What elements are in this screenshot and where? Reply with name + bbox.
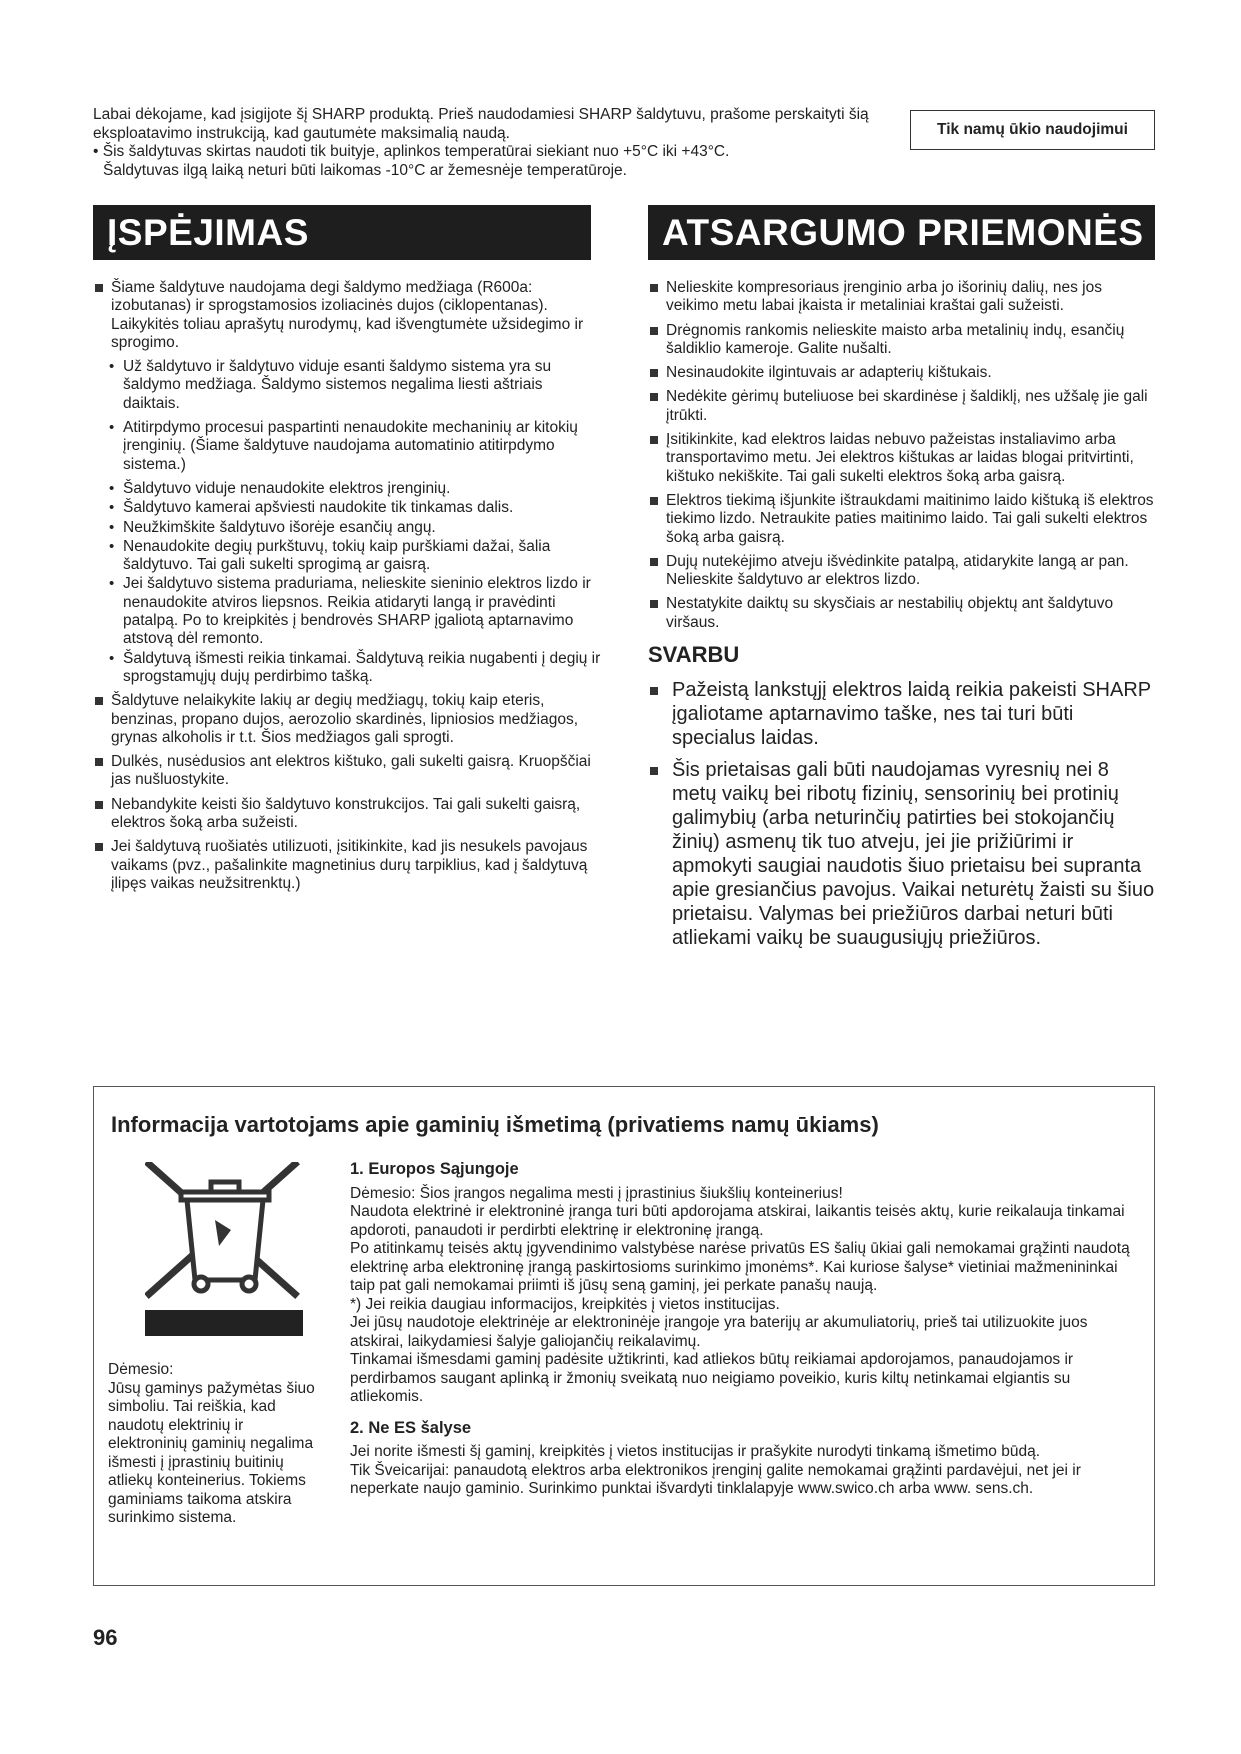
bullet-square-icon	[95, 758, 103, 766]
warning-item: • Atitirpdymo procesui paspartinti nenaudokite mechaninių ar kitokių įrenginių. (Šiame šaldytuve naudojama automatinio atitirpdymo sistema.)	[109, 419, 578, 473]
non-eu-paragraph: Jei norite išmesti šį gaminį, kreipkitės į vietos institucijas ir prašykite nurodyti tinkamą išmetimo būdą.	[350, 1443, 1040, 1460]
bullet-dot-icon: •	[109, 499, 115, 517]
page-number: 96	[93, 1625, 118, 1650]
bullet-square-icon	[650, 767, 658, 775]
bullet-square-icon	[650, 369, 658, 377]
non-eu-paragraph: Tik Šveicarijai: panaudotą elektros arba elektronikos įrenginį galite nemokamai grąžinti pardavėjui, net jei ir neperkate naujo gaminio. Surinkimo punktai išvardyti tinklalapyje www.swico.ch arba www. sens.ch.	[350, 1461, 1081, 1497]
warning-item: Dulkės, nusėdusios ant elektros kištuko, gali sukelti gaisrą. Kruopščiai jas nušluostykite.	[93, 753, 603, 790]
precaution-item: Nestatykite daiktų su skysčiais ar nestabilių objektų ant šaldytuvo viršaus.	[648, 595, 1155, 632]
precautions-heading: ATSARGUMO PRIEMONĖS	[648, 205, 1155, 260]
non-eu-section-title: 2. Ne ES šalyse	[350, 1418, 472, 1437]
bullet-square-icon	[650, 284, 658, 292]
disposal-info-title: Informacija vartotojams apie gaminių išmetimą (privatiems namų ūkiams)	[111, 1112, 879, 1137]
bullet-square-icon	[95, 843, 103, 851]
bullet-square-icon	[95, 284, 103, 292]
bullet-square-icon	[95, 801, 103, 809]
precaution-item: Nedėkite gėrimų buteliuose bei skardinėse į šaldiklį, nes užšalę jie gali įtrūkti.	[648, 388, 1155, 425]
warning-item: • Šaldytuvą išmesti reikia tinkamai. Šaldytuvą reikia nugabenti į degių ir sprogstamųjų dujų perdirbimo tašką.	[109, 649, 601, 685]
eu-paragraph: Jei jūsų naudotoje elektrinėje ar elektroninėje įrangoje yra baterijų ar akumuliatorių, prieš tai utilizuokite juos atskirai, laikydamiesi šalyje galiojančių reikalavimų.	[350, 1314, 1088, 1350]
important-item: Šis prietaisas gali būti naudojamas vyresnių nei 8 metų vaikų bei ribotų fizinių, sensorinių bei protinių galimybių (arba neturinčių patirties bei stokojančių žinių) asmenų tik tuo atveju, jei jie prižiūrimi ir apmokyti saugiai naudotis šiuo prietaisu bei supranta apie gresiančius pavojus. Vaikai neturėtų žaisti su šiuo prietaisu. Valymas bei priežiūros darbai neturi būti atliekami vaikų be suaugusiųjų priežiūros.	[648, 758, 1155, 950]
warning-item: • Jei šaldytuvo sistema praduriama, nelieskite sieninio elektros lizdo ir nenaudokite atviros liepsnos. Reikia atidaryti langą ir pravėdinti patalpą. Po to kreipkitės į bendrovės SHARP įgaliotą aptarnavimo atstovą dėl remonto.	[109, 575, 591, 648]
warning-item: Šaldytuve nelaikykite lakių ar degių medžiagų, tokių kaip eteris, benzinas, propano dujos, aerozolio skardinės, lipniosios medžiagos, grynas alkoholis ir t.t. Šios medžiagos gali sprogti.	[93, 692, 603, 747]
disposal-note: Dėmesio: Jūsų gaminys pažymėtas šiuo simboliu. Tai reiškia, kad naudotų elektrinių ir elektroninių gaminių negalima išmesti į įprastinių buitinių atliekų konteinerius. Tokiems gaminiams taikoma atskira surinkimo sistema.	[108, 1361, 315, 1526]
warning-heading: ĮSPĖJIMAS	[93, 205, 591, 260]
eu-paragraph: *) Jei reikia daugiau informacijos, kreipkitės į vietos institucijas.	[350, 1295, 780, 1313]
bullet-dot-icon: •	[109, 575, 115, 593]
weee-bin-icon	[145, 1162, 305, 1342]
precaution-item: Nelieskite kompresoriaus įrenginio arba jo išorinių dalių, nes jos veikimo metu labai įkaista ir metaliniai kraštai gali sužeisti.	[648, 279, 1155, 316]
bullet-square-icon	[650, 497, 658, 505]
warning-column	[93, 279, 603, 899]
precaution-item: Įsitikinkite, kad elektros laidas nebuvo pažeistas instaliavimo arba transportavimo metu. Jei elektros kištukas ar laidas blogai pritvirtinti, kištuko nekiškite. Tai gali sukelti elektros šoką arba gaisrą.	[648, 431, 1155, 486]
bullet-dot-icon: •	[109, 537, 115, 555]
bullet-square-icon	[650, 393, 658, 401]
eu-section-title: 1. Europos Sąjungoje	[350, 1160, 519, 1178]
bullet-square-icon	[650, 687, 658, 695]
precaution-item: Drėgnomis rankomis nelieskite maisto arba metalinių indų, esančių šaldiklio kameroje. Galite nušalti.	[648, 322, 1155, 359]
bullet-dot-icon: •	[109, 518, 115, 536]
warning-item: • Šaldytuvo viduje nenaudokite elektros įrenginių.	[109, 479, 451, 497]
eu-paragraph: Po atitinkamų teisės aktų įgyvendinimo valstybėse narėse privatūs ES šalių ūkiai gali nemokamai grąžinti naudotą elektrinę arba elektroninę įrangą paskirtosioms surinkimo įmonėms*. Kai kuriose šalyse* vietiniai mažmenininkai taip pat gali nemokamai priimti iš jūsų seną gaminį, jei perkate panašų naują.	[350, 1240, 1130, 1294]
important-item: Pažeistą lankstųjį elektros laidą reikia pakeisti SHARP įgaliotame aptarnavimo taške, nes tai turi būti specialus laidas.	[648, 678, 1155, 750]
eu-paragraph: Naudota elektrinė ir elektroninė įranga turi būti apdorojama atskirai, laikantis teisės aktų, kurie reikalauja tinkamai apdoroti, panaudoti ir perdirbti elektrinę ir elektroninę įrangą.	[350, 1203, 1125, 1239]
household-use-badge: Tik namų ūkio naudojimui	[910, 110, 1155, 150]
bullet-dot-icon: •	[109, 479, 115, 497]
intro-line-3: Šaldytuvas ilgą laiką neturi būti laikomas -10°C ar žemesnėje temperatūroje.	[103, 161, 627, 179]
warning-item: Jei šaldytuvą ruošiatės utilizuoti, įsitikinkite, kad jis nesukels pavojaus vaikams (pvz., pašalinkite magnetinius durų tarpiklius, kad į šaldytuvą įlipęs vaikas neužsitrenktų.)	[93, 838, 603, 893]
warning-item: Šiame šaldytuve naudojama degi šaldymo medžiaga (R600a: izobutanas) ir sprogstamosios izoliacinės dujos (ciklopentanas). Laikykitės toliau aprašytų nurodymų, kad išvengtumėte užsidegimo ir sprogimo.	[93, 279, 603, 352]
bullet-square-icon	[650, 327, 658, 335]
warning-item: • Nenaudokite degių purkštuvų, tokių kaip purškiami dažai, šalia šaldytuvo. Tai gali sukelti sprogimą ar gaisrą.	[109, 537, 551, 574]
bullet-dot-icon: •	[109, 649, 115, 667]
disposal-text	[350, 1160, 1140, 1499]
bullet-square-icon	[650, 436, 658, 444]
intro-line-2: • Šis šaldytuvas skirtas naudoti tik buityje, aplinkos temperatūrai siekiant nuo +5°C iki +43°C.	[93, 143, 730, 160]
precaution-item: Dujų nutekėjimo atveju išvėdinkite patalpą, atidarykite langą ar pan. Nelieskite šaldytuvo ar elektros lizdo.	[648, 553, 1155, 590]
bullet-dot-icon: •	[109, 358, 115, 376]
warning-item: • Už šaldytuvo ir šaldytuvo viduje esanti šaldymo sistema yra su šaldymo medžiaga. Šaldymo sistemos negalima liesti aštriais daiktais.	[109, 358, 552, 412]
intro-line-1: Labai dėkojame, kad įsigijote šį SHARP produktą. Prieš naudodamiesi SHARP šaldytuvu, prašome perskaityti šią eksploatavimo instrukciją, kad gautumėte maksimalią naudą.	[93, 106, 869, 142]
eu-paragraph: Tinkamai išmesdami gaminį padėsite užtikrinti, kad atliekos būtų reikiamai apdorojamos, panaudojamos ir perdirbamos saugant aplinką ir žmonių sveikatą nuo neigiamo poveikio, kuris kiltų netinkamai elgiantis su atliekomis.	[350, 1351, 1074, 1405]
warning-item: • Neužkimškite šaldytuvo išorėje esančių angų.	[109, 518, 436, 536]
warning-item: • Šaldytuvo kamerai apšviesti naudokite tik tinkamas dalis.	[109, 499, 514, 517]
important-list	[648, 678, 1155, 950]
precaution-item: Elektros tiekimą išjunkite ištraukdami maitinimo laido kištuką iš elektros tiekimo lizdo. Netraukite paties maitinimo laido. Tai gali sukelti elektros šoką arba gaisrą.	[648, 492, 1155, 547]
bullet-square-icon	[650, 558, 658, 566]
bullet-square-icon	[650, 600, 658, 608]
important-title: SVARBU	[648, 642, 740, 668]
intro-text	[93, 106, 893, 180]
precautions-column	[648, 279, 1155, 958]
eu-paragraph: Dėmesio: Šios įrangos negalima mesti į įprastinius šiukšlių konteinerius!	[350, 1184, 843, 1202]
bullet-square-icon	[95, 697, 103, 705]
precaution-item: Nesinaudokite ilgintuvais ar adapterių kištukais.	[648, 364, 1155, 382]
warning-item: Nebandykite keisti šio šaldytuvo konstrukcijos. Tai gali sukelti gaisrą, elektros šoką arba sužeisti.	[93, 796, 603, 833]
bullet-dot-icon: •	[109, 419, 115, 437]
